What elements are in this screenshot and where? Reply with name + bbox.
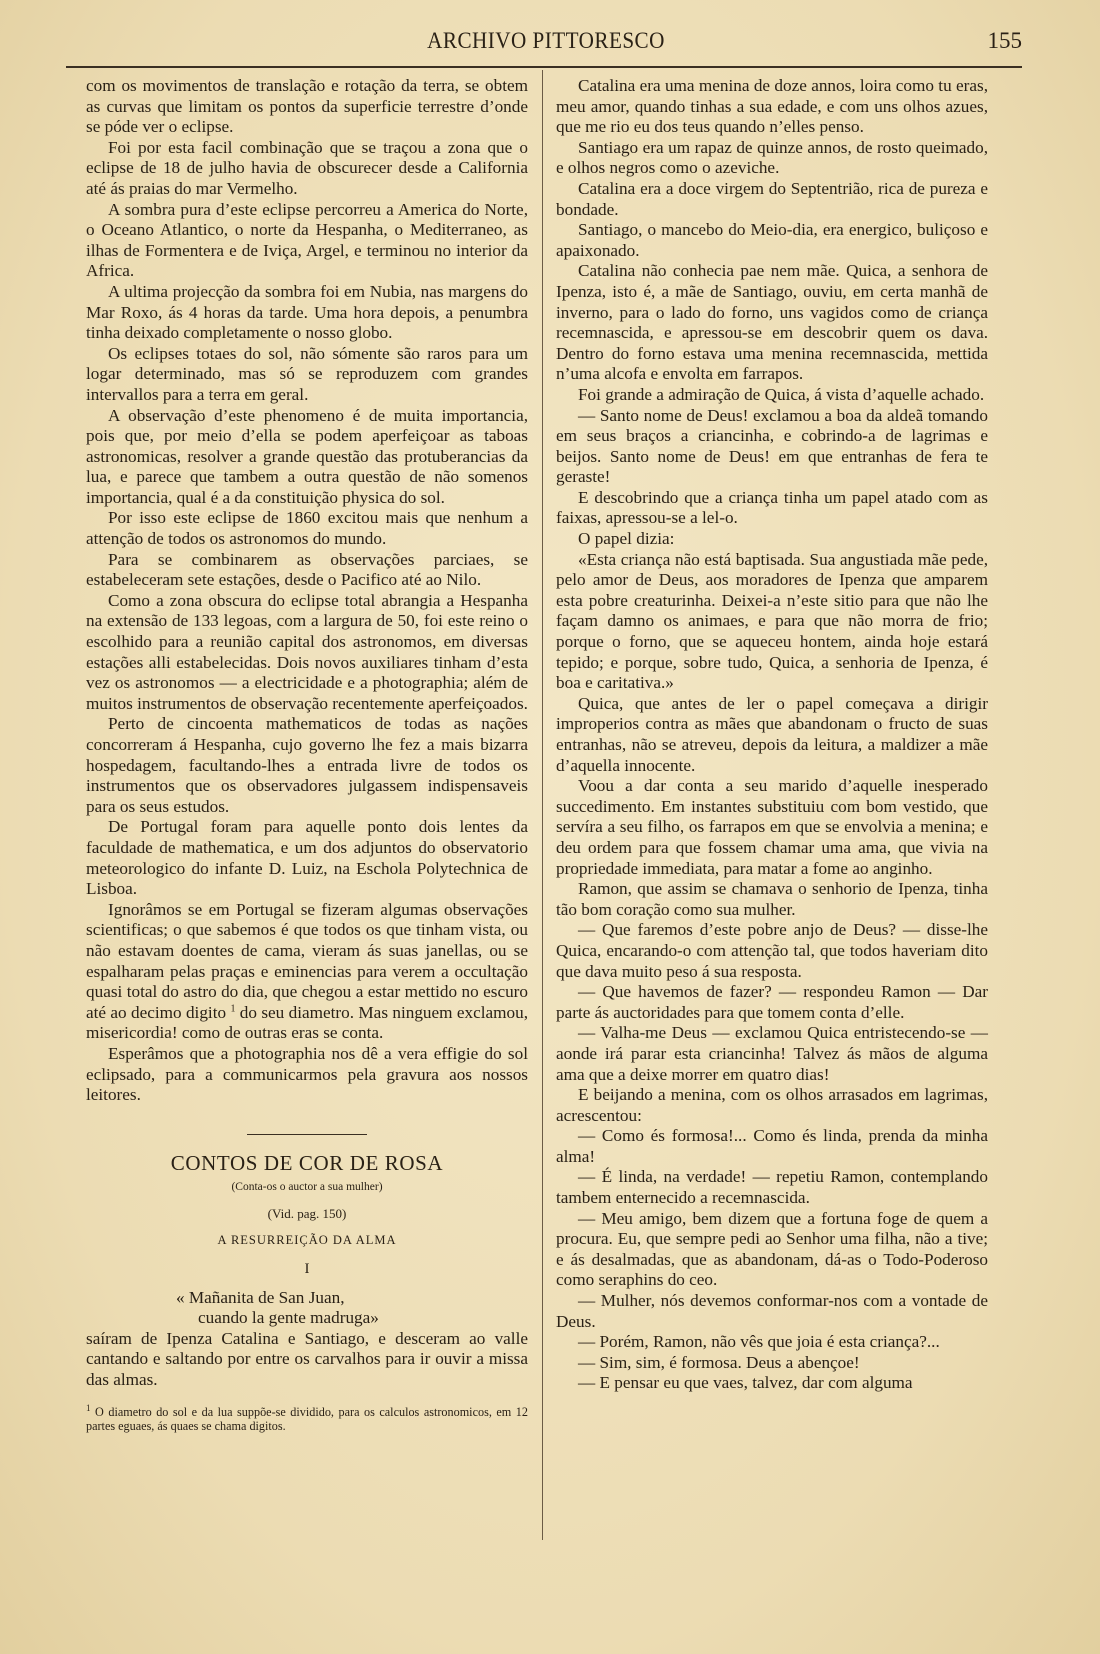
verse [86, 1288, 528, 1329]
paragraph: Por isso este eclipse de 1860 excitou mais que nenhum a attenção de todos os astronomos do mundo. [86, 508, 528, 549]
paragraph: Voou a dar conta a seu marido d’aquelle inesperado succedimento. Em instantes substituiu com bom vestido, que servíra a seu filho, os farrapos em que se envolvia a menina; e deu ordem para que fossem chamar uma ama, que vivia na propriedade immediata, para matar a fome ao anginho. [556, 776, 988, 878]
paragraph: Santiago, o mancebo do Meio-dia, era energico, buliçoso e apaixonado. [556, 220, 988, 260]
paragraph: — Porém, Ramon, não vês que joia é esta criança?... [578, 1332, 940, 1352]
paragraph: — É linda, na verdade! — repetiu Ramon, contemplando tambem enternecido a recemnascida. [556, 1167, 988, 1208]
header-rule [66, 66, 1022, 68]
section-reference: (Vid. pag. 150) [267, 1205, 347, 1221]
section-subtitle: (Conta-os o auctor a sua mulher) [231, 1181, 383, 1194]
paragraph: Catalina era a doce virgem do Septentrião, rica de pureza e bondade. [556, 178, 988, 219]
paragraph: — Que havemos de fazer? — respondeu Ramon — Dar parte ás auctoridades para que tomem conta d’elle. [556, 982, 988, 1022]
paragraph: Santiago era um rapaz de quinze annos, de rosto queimado, e olhos negros como o azeviche. [556, 137, 988, 178]
footnote-marker: 1 [86, 1402, 91, 1413]
paragraph: Catalina não conhecia pae nem mãe. Quica, a senhora de Ipenza, isto é, a mãe de Santiago, ouviu, em certa manhã de inverno, para o lado do forno, uns vagidos como de criança recemnascida, e apressou-se em descobrir quem os dava. Dentro do forno estava uma menina recemnascida, mettida n’uma alcofa e envolta em farrapos. [556, 261, 988, 384]
paragraph: — Sim, sim, é formosa. Deus a abençoe! [578, 1352, 860, 1372]
paragraph: Ramon, que assim se chamava o senhorio de Ipenza, tinha tão bom coração como sua mulher. [556, 879, 988, 919]
paragraph: De Portugal foram para aquelle ponto dois lentes da faculdade de mathematica, e um dos adjuntos do observatorio meteorologico do infante D. Luiz, na Eschola Polytechnica de Lisboa. [86, 817, 528, 899]
paragraph: A observação d’este phenomeno é de muita importancia, pois que, por meio d’ella se podem aperfeiçoar as taboas astronomicas, resolver a grande questão das protuberancias da lua, e parece que tambem a outra questão de não somenos importancia, qual é a da constituição physica do sol. [86, 405, 528, 507]
paragraph: Foi por esta facil combinação que se traçou a zona que o eclipse de 18 de julho havia de obscurecer desde a California até ás praias do mar Vermelho. [86, 137, 528, 198]
verse-line: « Mañanita de San Juan, [176, 1287, 345, 1307]
publication-title: ARCHIVO PITTORESCO [427, 28, 665, 53]
page-number: 155 [987, 28, 1022, 53]
left-column [86, 76, 528, 1433]
paragraph-with-footnote [86, 900, 528, 1044]
paragraph: Para se combinarem as observações parciaes, se estabeleceram sete estações, desde o Pacifico até ao Nilo. [86, 549, 528, 590]
paragraph: saíram de Ipenza Catalina e Santiago, e desceram ao valle cantando e saltando por entre os carvalhos para ir ouvir a missa das almas. [86, 1328, 528, 1390]
section-title: CONTOS DE COR DE ROSA [170, 1150, 444, 1175]
paragraph: Esperâmos que a photographia nos dê a vera effigie do sol eclipsado, para a communicarmos pela gravura aos nossos leitores. [86, 1043, 528, 1105]
paragraph: — Valha-me Deus — exclamou Quica entristecendo-se — aonde irá parar esta criancinha! Talvez ás mãos de alguma ama que a deixe morrer em quatro dias! [556, 1023, 988, 1084]
paragraph: E descobrindo que a criança tinha um papel atado com as faixas, apressou-se a lel-o. [556, 487, 988, 528]
paragraph: Perto de cincoenta mathematicos de todas as nações concorreram á Hespanha, cujo governo lhe fez a mais bizarra hospedagem, facultando-lhes a entrada livre de todos os instrumentos que os observadores julgassem indispensaveis para os seus estudos. [86, 714, 528, 816]
paragraph: «Esta criança não está baptisada. Sua angustiada mãe pede, pelo amor de Deus, aos moradores de Ipenza que amparem esta pobre creaturinha. Deixei-a n’este sitio para que não lhe façam damno os animaes, e para que não morra de frio; porque o forno, que se aqueceu hontem, ainda hoje estará tepido; e porque, sobre tudo, Quica, a senhoria de Ipenza, é boa e caritativa.» [556, 549, 988, 693]
footnote-ref: 1 [230, 1002, 236, 1014]
footnote-text: O diametro do sol e da lua suppõe-se dividido, para os calculos astronomicos, em 12 partes eguaes, ás quaes se chama digitos. [86, 1404, 528, 1433]
paragraph: Quica, que antes de ler o papel começava a dirigir improperios contra as mães que abandonam o fructo de suas entranhas, não se atreveu, depois da leitura, a maldizer a mãe d’aquella innocente. [556, 693, 988, 775]
paragraph: — Mulher, nós devemos conformar-nos com a vontade de Deus. [556, 1291, 988, 1331]
paragraph: — Meu amigo, bem dizem que a fortuna foge de quem a procura. Eu, que sempre pedi ao Senhor uma filha, não a tive; e ás desalmadas, que as abandonam, dá-as o Todo-Poderoso como seraphins do ceo. [556, 1208, 988, 1290]
paragraph: — Santo nome de Deus! exclamou a boa da aldeã tomando em seus braços a criancinha, e cobrindo-a de lagrimas e beijos. Santo nome de Deus! em que entranhas de fera te geraste! [556, 405, 988, 487]
paragraph: — Que faremos d’este pobre anjo de Deus? — disse-lhe Quica, encarando-o com attenção tal, que todos haveriam dito que dava muito peso á sua resposta. [556, 920, 988, 981]
paragraph-text-continued: do seu diametro. Mas ninguem exclamou, misericordia! como de outras eras se conta. [86, 1002, 528, 1043]
paragraph: Como a zona obscura do eclipse total abrangia a Hespanha na extensão de 133 legoas, com a largura de 50, foi este reino o escolhido para a reunião capital dos astronomos, em diversas estações alli estabelecidas. Dois novos auxiliares tinham d’esta vez os astronomos — a electricidade e a photographia; além de muitos instrumentos de observação recentemente aperfeiçoados. [86, 590, 528, 713]
footnote [86, 1402, 528, 1433]
paragraph: Os eclipses totaes do sol, não sómente são raros para um logar determinado, mas só se reproduzem com grandes intervallos para a terra em geral. [86, 343, 528, 404]
paragraph: O papel dizia: [578, 529, 675, 549]
chapter-number: I [304, 1261, 310, 1278]
section-divider [247, 1134, 367, 1135]
paragraph: — E pensar eu que vaes, talvez, dar com alguma [578, 1373, 913, 1393]
paragraph: A ultima projecção da sombra foi em Nubia, nas margens do Mar Roxo, ás 4 horas da tarde. Uma hora depois, a penumbra tinha deixado completamente o nosso globo. [86, 281, 528, 343]
right-column [556, 76, 988, 1394]
paragraph: Foi grande a admiração de Quica, á vista d’aquelle achado. [578, 384, 985, 404]
paragraph: — Como és formosa!... Como és linda, prenda da minha alma! [556, 1126, 988, 1166]
paragraph: E beijando a menina, com os olhos arrasados em lagrimas, acrescentou: [556, 1085, 988, 1125]
column-divider [542, 70, 543, 1540]
paragraph: Catalina era uma menina de doze annos, loira como tu eras, meu amor, quando tinhas a sua edade, e com uns olhos azues, que me rio eu dos teus quando n’elles penso. [556, 76, 988, 137]
paragraph: com os movimentos de translação e rotação da terra, se obtem as curvas que limitam os pontos da superficie terrestre d’onde se póde ver o eclipse. [86, 76, 528, 137]
story-title: A RESURREIÇÃO DA ALMA [217, 1233, 397, 1248]
paragraph-text: Ignorâmos se em Portugal se fizeram algumas observações scientificas; o que sabemos é que todos os que tinham vista, ou não estavam doentes de cama, vieram ás suas janellas, ou se espalharam pelas praças e eminencias para verem a occultação quasi total do astro do dia, que chegou a estar mettido no escuro até ao decimo digito [86, 899, 528, 1022]
verse-line: cuando la gente madruga» [198, 1308, 379, 1328]
paragraph: A sombra pura d’este eclipse percorreu a America do Norte, o Oceano Atlantico, o norte da Hespanha, o Mediterraneo, as ilhas de Formentera e de Iviça, Argel, e terminou no interior da Africa. [86, 199, 528, 281]
page-header [70, 28, 1022, 62]
